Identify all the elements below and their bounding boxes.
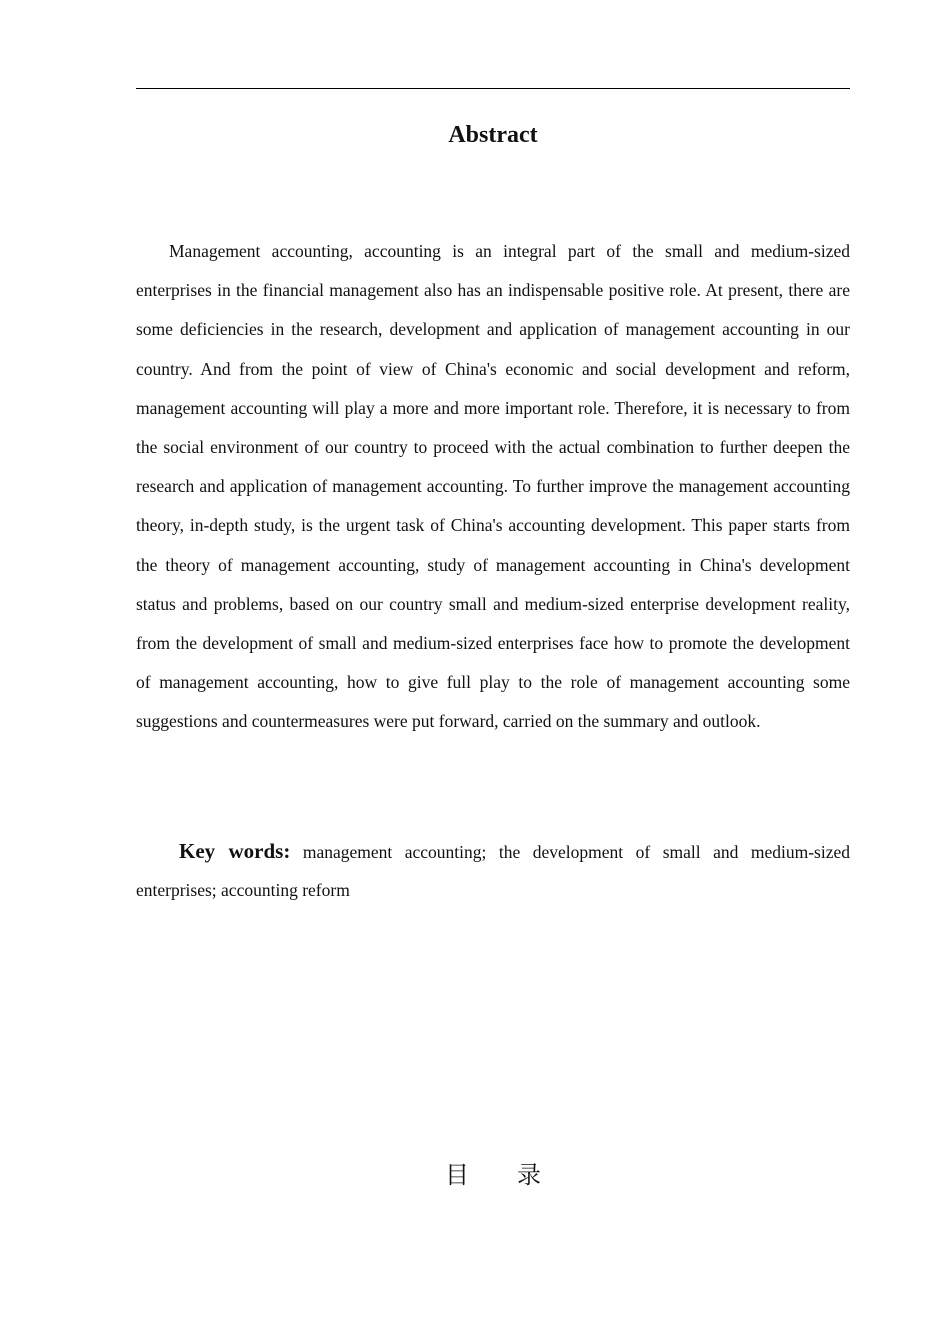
- toc-title-char-2: 录: [517, 1161, 541, 1189]
- keywords-label: Key words:: [179, 839, 291, 863]
- keywords-text: management accounting; the development of small and medium-sized enterprises; accounting reform: [136, 842, 850, 900]
- keywords-paragraph: [136, 832, 850, 909]
- toc-title: [136, 1158, 850, 1192]
- abstract-paragraph: Management accounting, accounting is an integral part of the small and medium-sized enterprises in the financial management also has an indispensable positive role. At present, there are some deficiencies in the research, development and application of management accounting in our country. And from the point of view of China's economic and social development and reform, management accounting will play a more and more important role. Therefore, it is necessary to from the social environment of our country to proceed with the actual combination to further deepen the research and application of management accounting. To further improve the management accounting theory, in-depth study, is the urgent task of China's accounting development. This paper starts from the theory of management accounting, study of management accounting in China's development status and problems, based on our country small and medium-sized enterprise development reality, from the development of small and medium-sized enterprises face how to promote the development of management accounting, how to give full play to the role of management accounting some suggestions and countermeasures were put forward, carried on the summary and outlook.: [136, 241, 850, 732]
- header-rule: [136, 88, 850, 89]
- toc-title-char-1: 目: [445, 1161, 469, 1189]
- abstract-title: Abstract: [448, 122, 538, 148]
